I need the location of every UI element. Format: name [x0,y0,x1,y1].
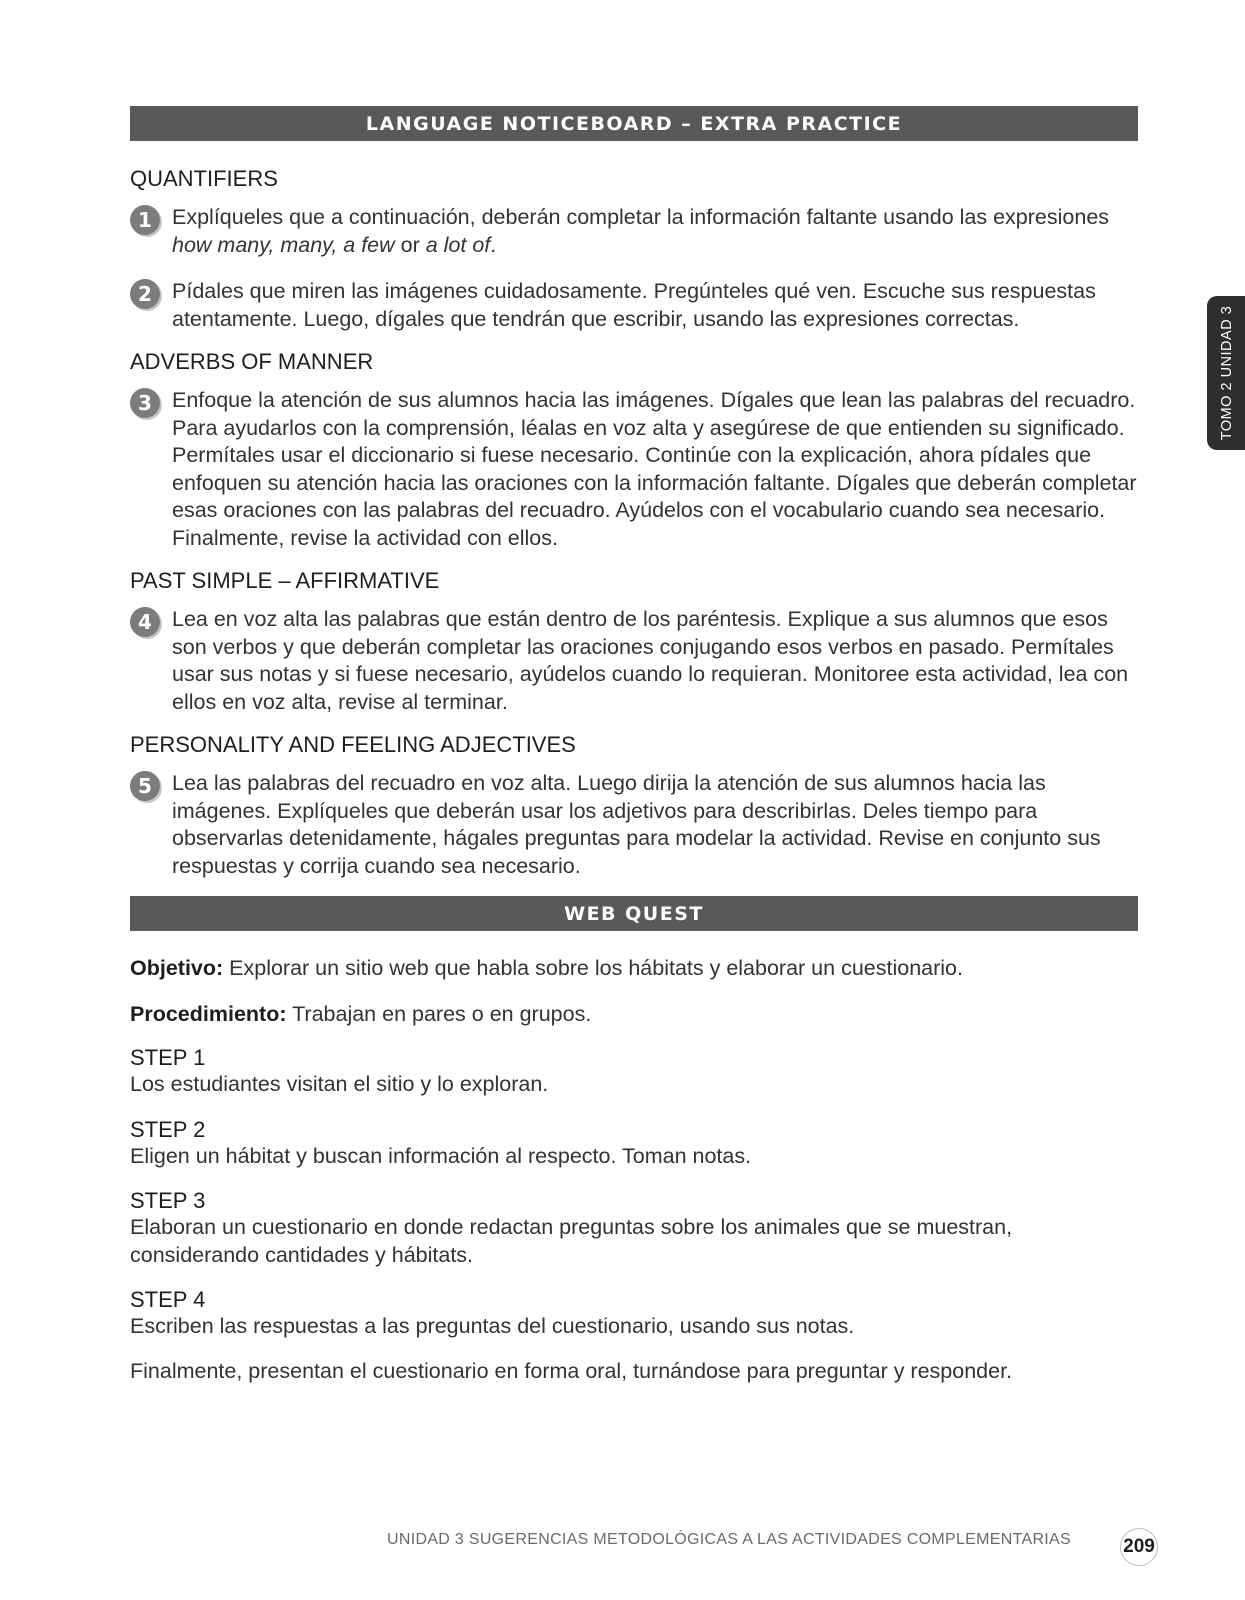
step-text: Los estudiantes visitan el sitio y lo exploran. [130,1072,549,1096]
activity-item-3 [130,387,1138,552]
step-title: STEP 1 [130,1045,206,1070]
item-text-italic: a lot of [425,232,491,257]
webquest-step-4 [130,1286,1138,1341]
item-text-italic: how many, many, a few [172,232,395,257]
number-badge: 5 [130,771,160,801]
activity-item-1 [130,204,1138,259]
item-text: . [490,232,497,257]
procedure-label: Procedimiento: [130,1001,287,1026]
objective-label: Objetivo: [130,956,224,980]
section-banner-web-quest: WEB QUEST [130,896,1138,931]
section-title-adjectives: PERSONALITY AND FEELING ADJECTIVES [130,732,576,757]
section-banner-language-noticeboard: LANGUAGE NOTICEBOARD – EXTRA PRACTICE [130,106,1138,141]
side-tab-label: TOMO 2 UNIDAD 3 [1219,305,1235,441]
item-text: Lea en voz alta las palabras que están dentro de los paréntesis. Explique a sus alumnos que esos son verbos y que deberán completar las oraciones conjugando esos verbos en pasado. Permítales usar sus notas y si fuese necesario, ayúdelos cuando lo requieran. Monitoree esta actividad, lea con ellos en voz alta, revise al terminar. [172,607,1129,714]
step-text: Eligen un hábitat y buscan información al respecto. Toman notas. [130,1143,752,1168]
webquest-final: Finalmente, presentan el cuestionario en forma oral, turnándose para preguntar y responder. [130,1358,1013,1383]
step-title: STEP 3 [130,1188,206,1213]
side-tab [1207,296,1245,450]
item-text: Enfoque la atención de sus alumnos hacia las imágenes. Dígales que lean las palabras del recuadro. Para ayudarlos con la comprensión, léalas en voz alta y asegúrese de que entienden su significado. Permítales usar el diccionario si fuese necesario. Continúe con la explicación, ahora pídales que enfoquen su atención hacia las oraciones con la información faltante. Dígales que deberán completar esas oraciones con las palabras del recuadro. Ayúdelos con el vocabulario cuando sea necesario. Finalmente, revise la actividad con ellos. [172,388,1137,550]
item-text: Lea las palabras del recuadro en voz alta. Luego dirija la atención de sus alumnos hacia las imágenes. Explíqueles que deberán usar los adjetivos para describirlas. Deles tiempo para observarlas detenidamente, hágales preguntas para modelar la actividad. Revise en conjunto sus respuestas y corrija cuando sea necesario. [172,771,1101,878]
number-badge: 1 [130,205,160,235]
item-text: Explíqueles que a continuación, deberán completar la información faltante usando las expresiones [172,205,1110,229]
webquest-procedure [130,1001,1138,1029]
number-badge: 4 [130,607,160,637]
activity-item-4 [130,606,1138,716]
page-number: 209 [1120,1528,1158,1566]
activity-item-5 [130,770,1138,880]
webquest-step-2 [130,1116,1138,1171]
item-text: or [394,232,426,257]
number-badge: 2 [130,279,160,309]
activity-item-2 [130,278,1138,333]
item-text: Pídales que miren las imágenes cuidadosamente. Pregúnteles qué ven. Escuche sus respuestas atentamente. Luego, dígales que tendrán que escribir, usando las expresiones correctas. [172,279,1096,331]
page-content [130,106,1138,1385]
step-title: STEP 4 [130,1287,206,1312]
step-text: Elaboran un cuestionario en donde redactan preguntas sobre los animales que se muestran, considerando cantidades y hábitats. [130,1215,1013,1267]
section-title-quantifiers: QUANTIFIERS [130,166,278,191]
webquest-step-1 [130,1044,1138,1099]
footer-text: UNIDAD 3 SUGERENCIAS METODOLÓGICAS A LAS ACTIVIDADES COMPLEMENTARIAS [387,1531,1071,1548]
section-title-adverbs: ADVERBS OF MANNER [130,349,374,374]
number-badge: 3 [130,388,160,418]
webquest-objective [130,955,1138,983]
step-title: STEP 2 [130,1116,206,1142]
webquest-step-3 [130,1187,1138,1269]
objective-text: Explorar un sitio web que habla sobre los hábitats y elaborar un cuestionario. [223,956,963,980]
section-title-past-simple: PAST SIMPLE – AFFIRMATIVE [130,568,440,593]
step-text: Escriben las respuestas a las preguntas del cuestionario, usando sus notas. [130,1314,855,1338]
procedure-text: Trabajan en pares o en grupos. [286,1001,592,1026]
